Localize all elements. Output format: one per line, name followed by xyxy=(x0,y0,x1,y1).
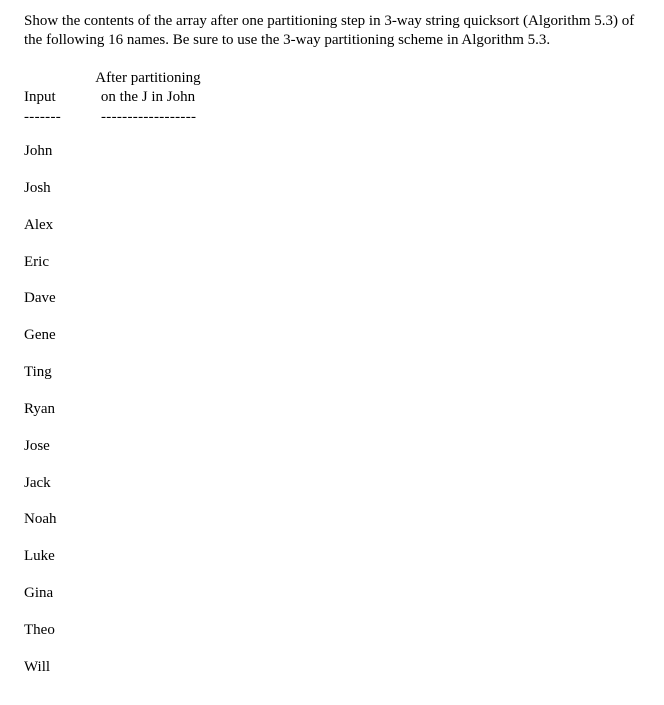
question-text: Show the contents of the array after one partitioning step in 3-way string quicksort (Algorithm 5.3) of the following 16 names. Be sure to use the 3-way partitioning scheme in Algorithm 5.3. xyxy=(24,13,635,48)
input-column-underline: ------- xyxy=(24,109,62,125)
input-name-item: John xyxy=(24,143,53,159)
after-header-line-2: on the J in John xyxy=(100,89,196,105)
input-name-item: Eric xyxy=(24,253,49,270)
input-name-item: Will xyxy=(24,658,51,675)
after-column-underline: ------------------ xyxy=(101,109,197,125)
input-name-item: Alex xyxy=(24,216,54,233)
input-name-item: Dave xyxy=(24,290,56,307)
input-name-item: Theo xyxy=(24,621,55,638)
input-name-item: Ting xyxy=(24,364,52,381)
input-name-item: Ryan xyxy=(24,400,56,417)
input-name-item: Gina xyxy=(24,585,54,602)
input-names-list xyxy=(24,142,57,695)
input-name-item: Jack xyxy=(24,474,51,491)
input-name-item: Luke xyxy=(24,548,55,565)
input-name-item: Noah xyxy=(24,511,57,528)
after-partitioning-column-header xyxy=(88,69,208,107)
input-name-item: Gene xyxy=(24,327,56,344)
input-name-item: Josh xyxy=(24,179,51,196)
after-header-line-1: After partitioning xyxy=(95,70,201,86)
input-column-header: Input xyxy=(24,89,56,105)
input-name-item: Jose xyxy=(24,437,50,454)
